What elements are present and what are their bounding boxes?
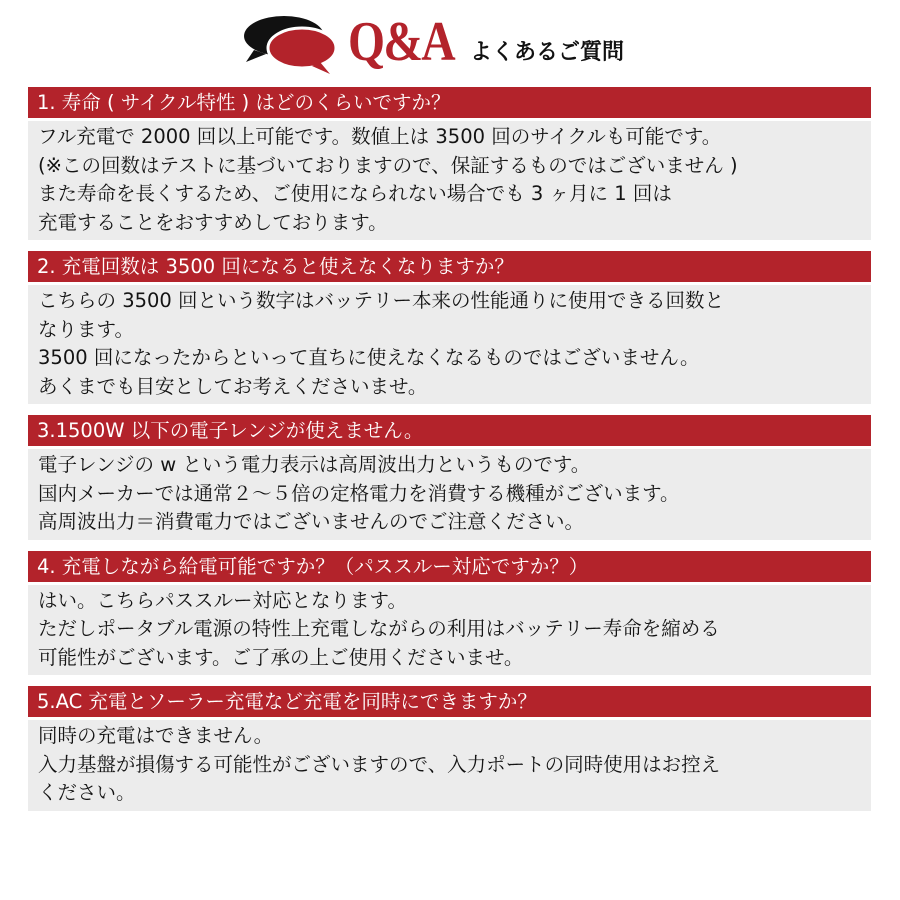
speech-bubbles-icon: [240, 12, 342, 76]
answer-line: はい。こちらパススルー対応となります。: [38, 588, 407, 612]
answer-line: 電子レンジの w という電力表示は高周波出力というものです。: [38, 453, 591, 476]
question-heading: 5.AC 充電とソーラー充電など充電を同時にできますか？: [28, 686, 871, 717]
qa-item: [28, 551, 871, 676]
answer-line: 高周波出力＝消費電力ではございませんのでご注意ください。: [38, 510, 585, 533]
qa-title: Q&A: [348, 11, 454, 73]
answer-box: [28, 285, 871, 404]
answer-box: [28, 585, 871, 676]
answer-line: 可能性がございます。ご了承の上ご使用くださいませ。: [38, 645, 524, 669]
qa-header: [0, 8, 900, 80]
answer-line: ただしポータブル電源の特性上充電しながらの利用はバッテリー寿命を縮める: [38, 617, 720, 640]
answer-line: なります。: [38, 317, 134, 341]
qa-item: [28, 415, 871, 540]
question-heading: 3.1500W 以下の電子レンジが使えません。: [28, 415, 871, 446]
answer-box: [28, 121, 871, 240]
question-heading: 2. 充電回数は 3500 回になると使えなくなりますか？: [28, 251, 871, 282]
answer-box: [28, 720, 871, 811]
question-heading: 4. 充電しながら給電可能ですか？（パススルー対応ですか？）: [28, 551, 871, 582]
answer-line: 国内メーカーでは通常２～５倍の定格電力を消費する機種がございます。: [38, 481, 680, 505]
answer-line: (※この回数はテストに基づいておりますので、保証するものではございません ): [38, 153, 738, 177]
answer-line: また寿命を長くするため、ご使用になられない場合でも 3 ヶ月に 1 回は: [38, 182, 672, 205]
answer-line: ください。: [38, 781, 136, 804]
question-heading: 1. 寿命 ( サイクル特性 ) はどのくらいですか？: [28, 87, 871, 118]
answer-box: [28, 449, 871, 540]
answer-line: こちらの 3500 回という数字はバッテリー本来の性能通りに使用できる回数と: [38, 289, 725, 312]
qa-item: [28, 87, 871, 240]
qa-item: [28, 251, 871, 404]
qa-subtitle: よくあるご質問: [470, 40, 625, 65]
qa-item: [28, 686, 871, 811]
answer-line: 3500 回になったからといって直ちに使えなくなるものではございません。: [38, 346, 700, 369]
answer-line: あくまでも目安としてお考えくださいませ。: [38, 374, 428, 398]
answer-line: 充電することをおすすめしております。: [38, 210, 388, 234]
answer-line: 同時の充電はできません。: [38, 724, 274, 747]
answer-line: 入力基盤が損傷する可能性がございますので、入力ポートの同時使用はお控え: [38, 752, 721, 776]
qa-list: [28, 87, 871, 822]
answer-line: フル充電で 2000 回以上可能です。数値上は 3500 回のサイクルも可能です。: [38, 125, 722, 148]
